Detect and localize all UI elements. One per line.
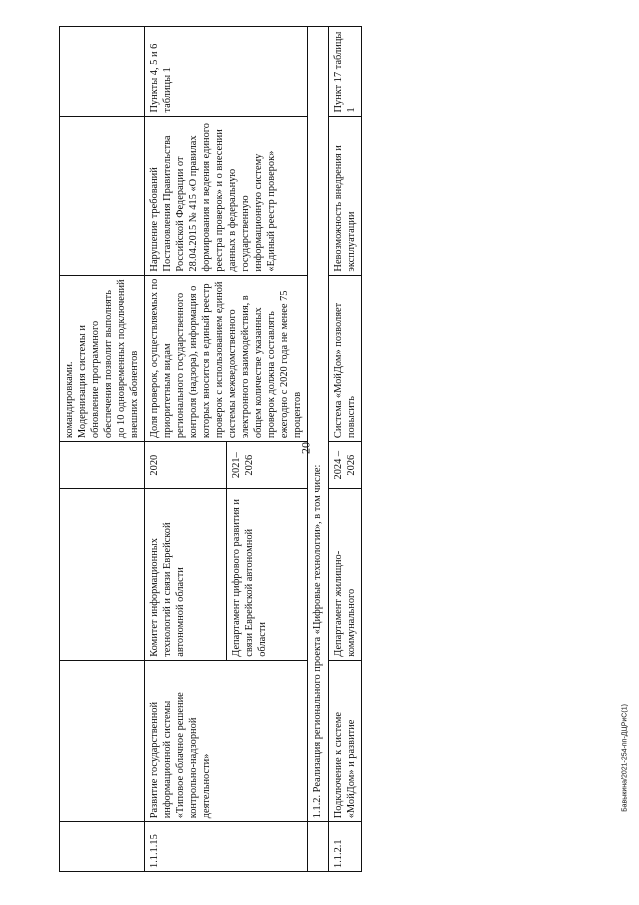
period: 2024 – 2026 [329,442,362,489]
executor-committee: Комитет информационных технологий и связи Еврейской автономной области [145,489,227,660]
page-number: 20 [298,442,313,454]
period-2021-2026: 2021–2026 [226,442,308,489]
cell-indicator [60,275,145,442]
empty-cell [308,822,329,872]
rotated-table-container [59,26,577,872]
section-title: 1.1.2. Реализация регионального проекта «Цифровые технологии», в том числе: [308,27,329,822]
cell-num [60,822,145,872]
footer-document-reference: Бавыкина/2021-254-пп-ДЦРиС(1) [621,704,629,812]
measures-table [59,26,362,872]
row-number: 1.1.1.15 [145,822,308,872]
period-2020: 2020 [145,442,227,489]
indicator-text: Система «МойДом» позволяет повысить [329,275,362,442]
cell-risk [60,116,145,275]
measure-name: Развитие государственной информационной системы «Типовое облачное решение контрольно-надзорной деятельности» [145,660,308,822]
cell-executor [60,489,145,660]
risk-text: Нарушение требований Постановления Правительства Российской Федерации от 28.04.2015 № 415 «О правилах формирования и ведения единого реестра проверок» и о внесении данных в федеральную государственную информационную систему «Единый реестр проверок» [145,116,308,275]
table-row-1-1-1-15 [145,27,227,872]
executor: Департамент жилищно-коммунального [329,489,362,660]
indicator-text: командировками. Модернизация системы и обновление программного обеспечения позволит выполнять до 10 одновременных подключений внешних абонентов [64,279,140,439]
link-text: Пункт 17 таблицы 1 [329,27,362,117]
measure-name: Подключение к системе «МойДом» и развитие [329,660,362,822]
risk-text: Невозможность внедрения и эксплуатации [329,116,362,275]
row-number: 1.1.2.1 [329,822,362,872]
table-row-1-1-2-1 [329,27,362,872]
cell-link [60,27,145,117]
link-text: Пункты 4, 5 и 6 таблицы 1 [145,27,308,117]
executor-department: Департамент цифрового развития и связи Еврейской автономной области [226,489,308,660]
indicator-text: Доля проверок, осуществляемых по приоритетным видам регионального государственного контроля (надзора), информация о которых вносится в единый реестр проверок с использованием единой системы межведомственного электронного взаимодействия, в общем количестве указанных проверок должна составлять ежегодно с 2020 года не менее 75 процентов [145,275,308,442]
section-heading-row [308,27,329,872]
cell-year [60,442,145,489]
cell-name [60,660,145,822]
table-row-continuation [60,27,145,872]
